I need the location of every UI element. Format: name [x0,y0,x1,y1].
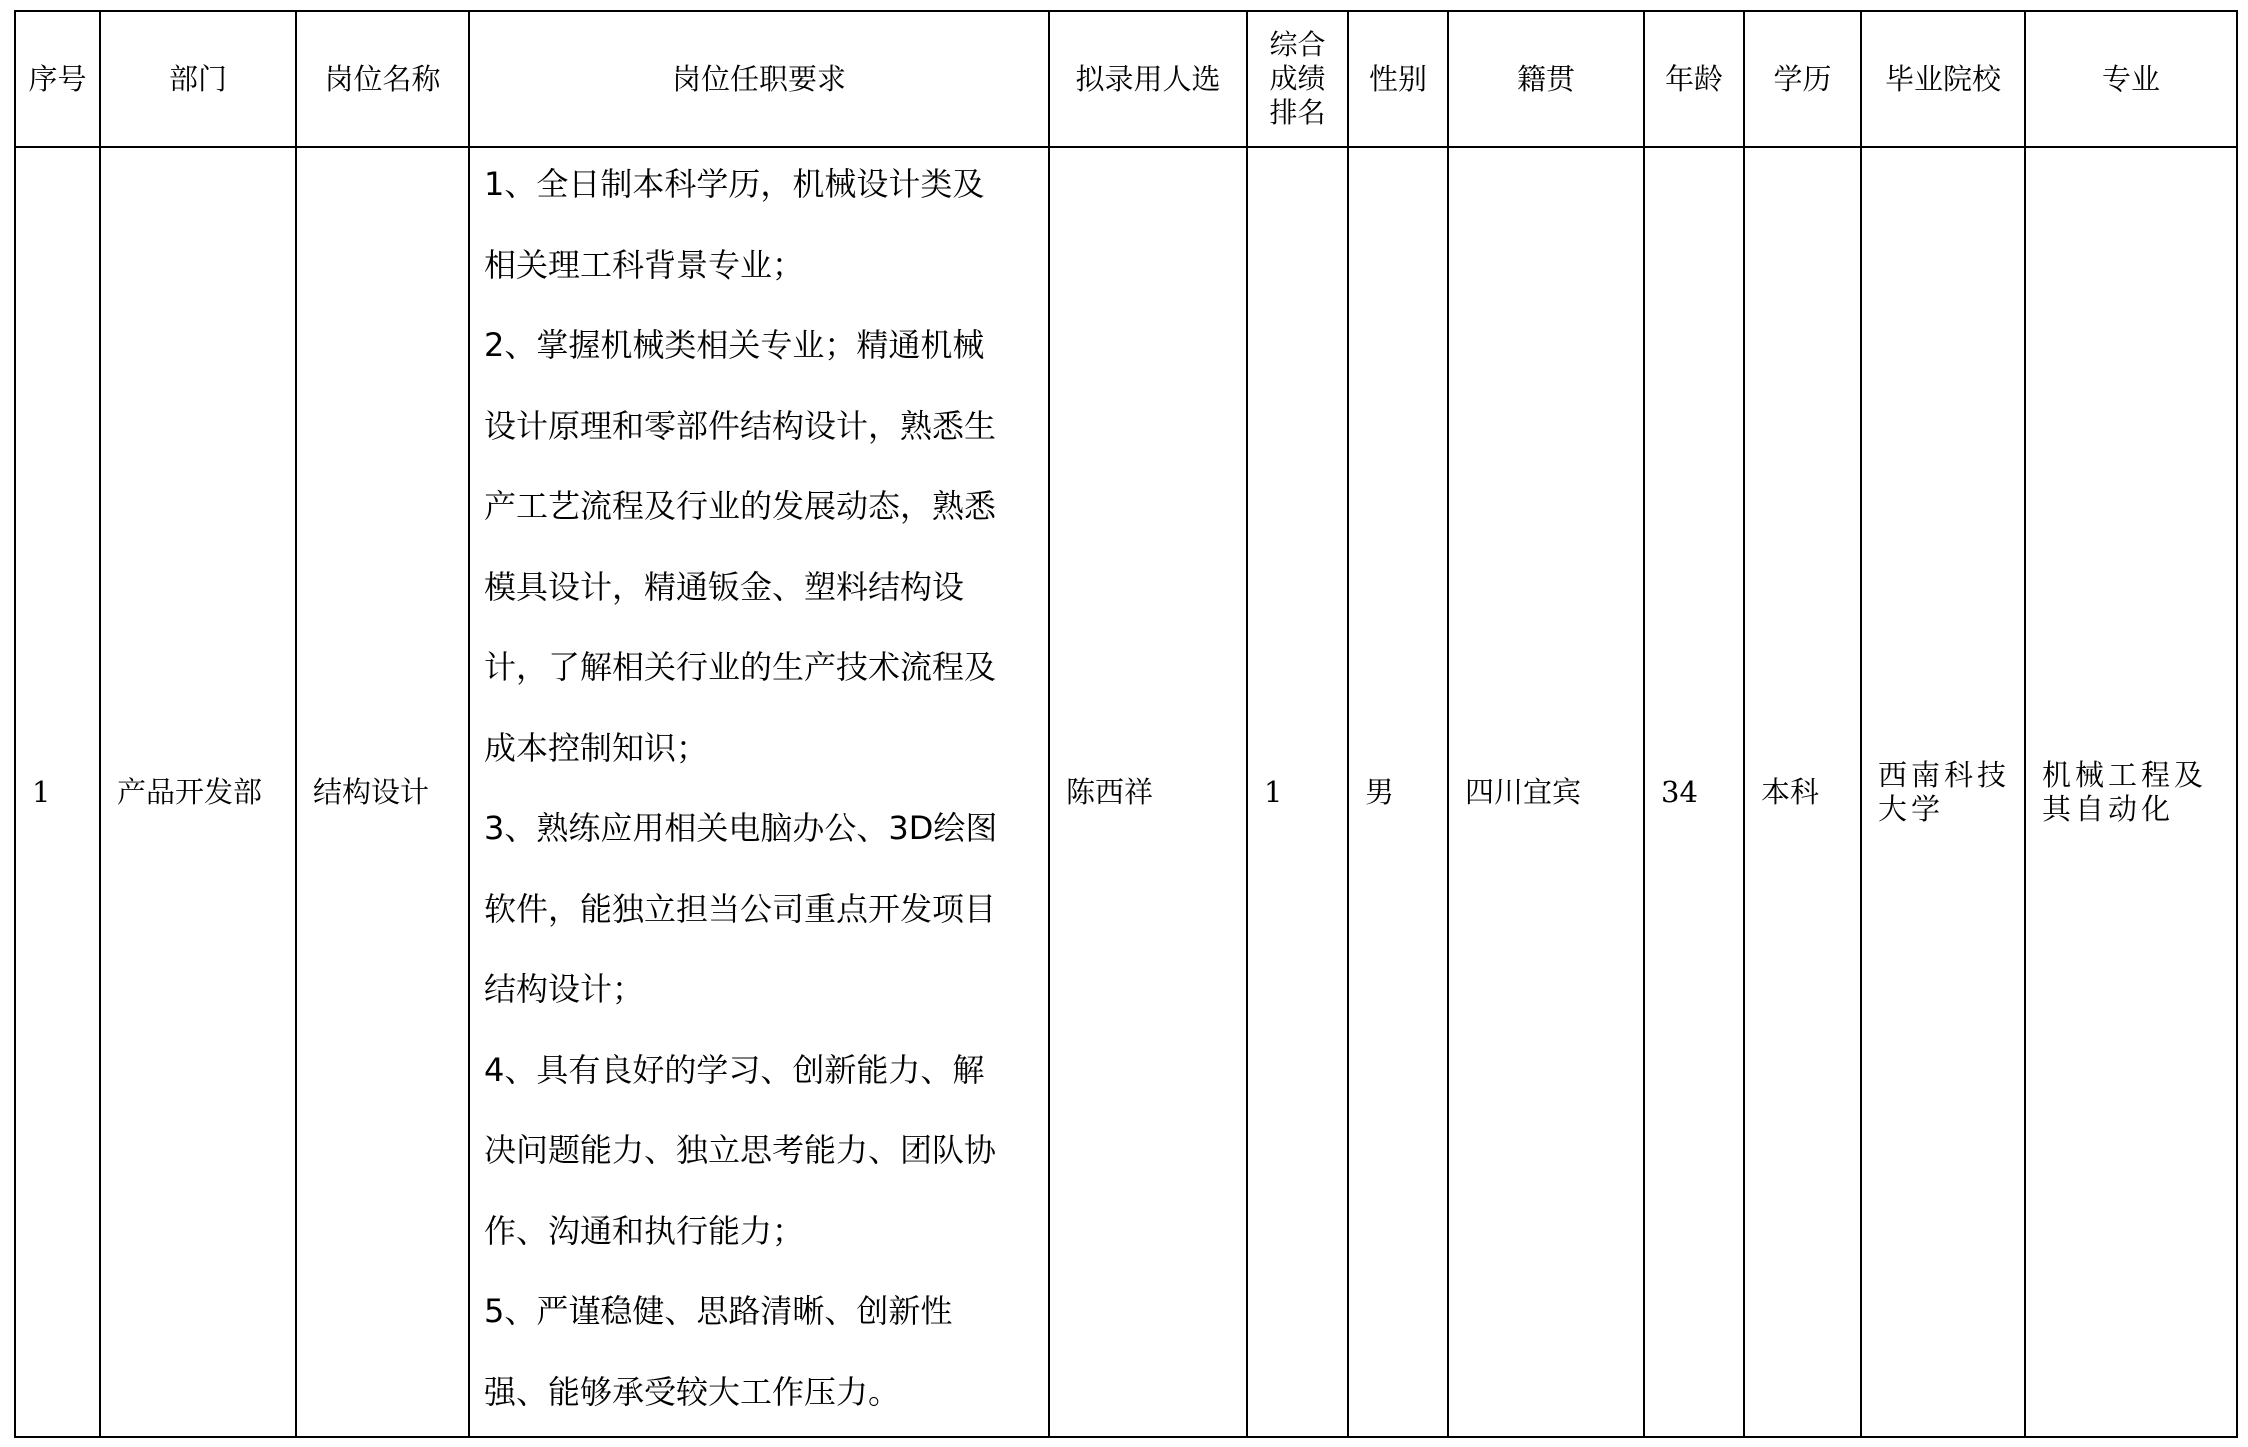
header-requirements: 岗位任职要求 [469,11,1049,147]
header-dept: 部门 [100,11,296,147]
requirement-line: 强、能够承受较大工作压力。 [484,1372,901,1411]
header-school: 毕业院校 [1861,11,2025,147]
cell-seq: 1 [15,147,100,1437]
requirement-line: 相关理工科背景专业； [484,245,805,284]
header-rank-line3: 排名 [1269,96,1326,129]
requirement-line: 产工艺流程及行业的发展动态，熟悉 [484,487,997,525]
cell-gender: 男 [1348,147,1448,1437]
requirement-line: 设计原理和零部件结构设计，熟悉生 [484,406,997,445]
cell-candidate: 陈西祥 [1049,147,1247,1437]
requirement-line: 3、熟练应用相关电脑办公、3D绘图 [484,809,998,847]
recruitment-table [14,10,2238,1438]
header-age: 年龄 [1644,11,1744,147]
cell-school: 西南科技大学 [1861,147,2025,1437]
header-rank-line2: 成绩 [1269,62,1326,95]
header-seq: 序号 [15,11,100,147]
requirement-line: 成本控制知识； [484,728,709,767]
header-gender: 性别 [1348,11,1448,147]
cell-position: 结构设计 [296,147,469,1437]
header-position: 岗位名称 [296,11,469,147]
header-origin: 籍贯 [1448,11,1644,147]
requirement-line: 决问题能力、独立思考能力、团队协 [484,1131,997,1169]
header-rank-line1: 综合 [1269,28,1326,61]
requirement-line: 4、具有良好的学习、创新能力、解 [484,1050,985,1089]
header-rank [1247,11,1348,147]
cell-requirements [469,147,1049,1437]
cell-dept: 产品开发部 [100,147,296,1437]
requirements-list [484,144,1040,1432]
header-row [15,11,2237,147]
requirement-line: 软件，能独立担当公司重点开发项目 [484,889,997,928]
header-candidate: 拟录用人选 [1049,11,1247,147]
cell-major: 机械工程及其自动化 [2025,147,2237,1437]
header-education: 学历 [1744,11,1861,147]
requirement-line: 结构设计； [484,970,645,1008]
requirement-line: 2、掌握机械类相关专业；精通机械 [484,326,985,364]
requirement-line: 模具设计，精通钣金、塑料结构设 [484,567,965,606]
cell-origin: 四川宜宾 [1448,147,1644,1437]
cell-rank: 1 [1247,147,1348,1437]
requirement-line: 作、沟通和执行能力； [484,1211,805,1250]
header-major: 专业 [2025,11,2237,147]
table-row [15,147,2237,1437]
requirement-line: 计，了解相关行业的生产技术流程及 [484,648,997,686]
requirement-line: 1、全日制本科学历，机械设计类及 [484,165,985,203]
requirement-line: 5、严谨稳健、思路清晰、创新性 [484,1292,953,1330]
cell-age: 34 [1644,147,1744,1437]
cell-education: 本科 [1744,147,1861,1437]
